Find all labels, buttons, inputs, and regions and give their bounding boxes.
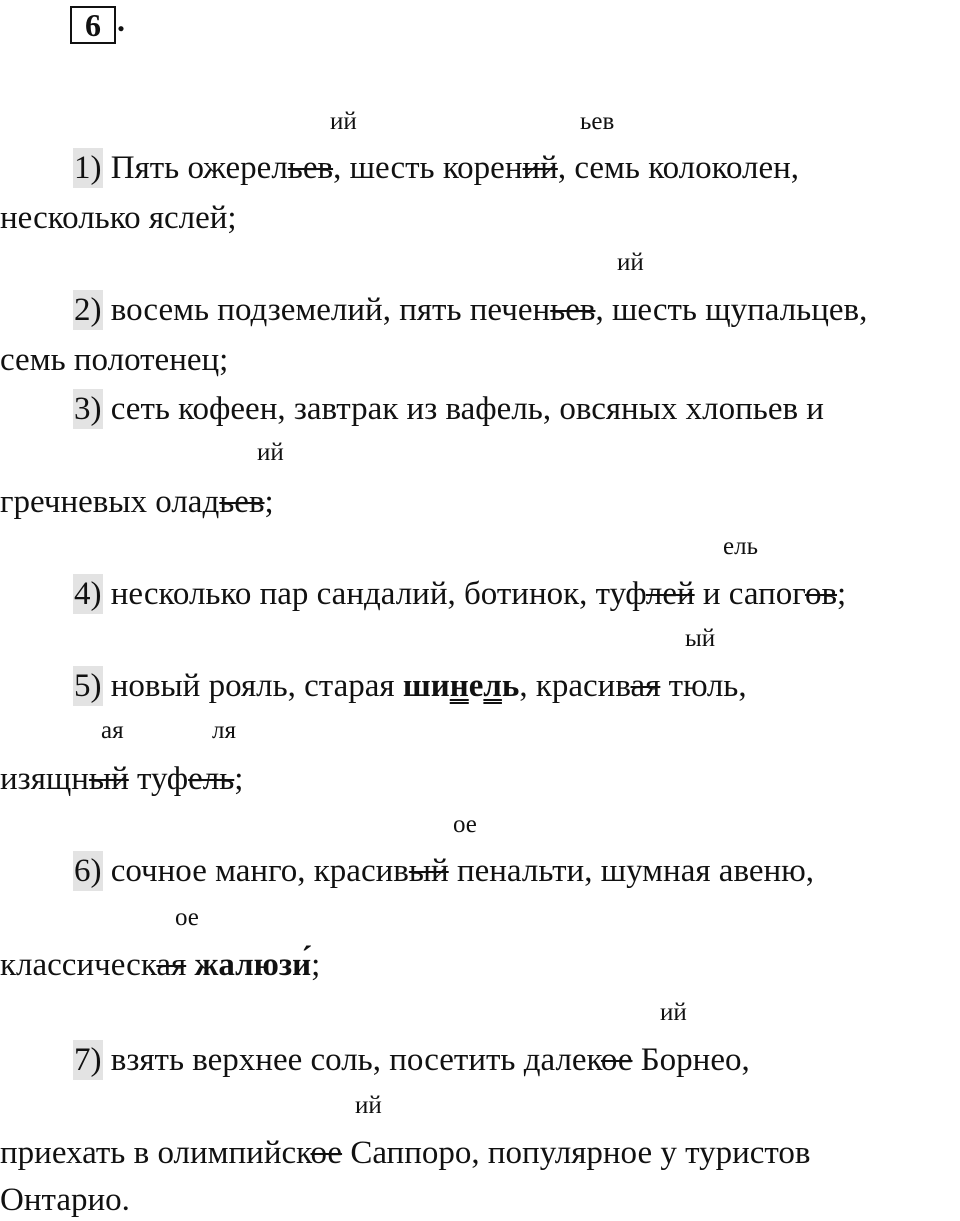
item-number: 5) (74, 668, 102, 704)
item-7-line-2 (0, 1133, 810, 1173)
text: взять верхнее соль, посетить далек (102, 1042, 601, 1078)
text: новый рояль, старая (102, 668, 403, 704)
text: и сапог (694, 576, 805, 612)
correction-2a: ий (617, 249, 644, 276)
correction-5b: ая (101, 717, 124, 744)
struck-ending: ьев (550, 292, 596, 328)
item-3-line-1 (73, 389, 824, 429)
struck-ending: ое (600, 1042, 633, 1078)
text: несколько пар сандалий, ботинок, туф (102, 576, 646, 612)
struck-ending: ый (408, 853, 449, 889)
correction-1b: ьев (580, 108, 615, 135)
text: гречневых олад (0, 484, 220, 520)
item-number: 7) (74, 1042, 102, 1078)
text: Борнео, (632, 1042, 750, 1078)
item-6-line-1 (73, 851, 814, 891)
text: Саппоро, популярное у туристов (342, 1135, 811, 1171)
item-5-line-1 (73, 666, 747, 706)
struck-ending: ьев (219, 484, 265, 520)
task-number-dot: . (117, 2, 125, 38)
correction-3a: ий (257, 439, 284, 466)
text: приехать в олимпийск (0, 1135, 311, 1171)
item-4-line-1 (73, 574, 846, 614)
struck-ending: ый (88, 761, 129, 797)
text: пенальти, шумная авеню, (448, 853, 815, 889)
item-1-line-2: несколько яслей; (0, 200, 237, 236)
item-number: 1) (74, 150, 102, 186)
item-2-line-1 (73, 290, 867, 330)
correction-1a: ий (330, 108, 357, 135)
struck-ending: лей (645, 576, 695, 612)
bold-word-part: ь (501, 668, 520, 704)
item-7-line-3: Онтарио. (0, 1182, 130, 1218)
bold-word-part: ши (402, 668, 450, 704)
text: , шесть щупальцев, (595, 292, 868, 328)
correction-4a: ель (723, 533, 758, 560)
struck-ending: ель (188, 761, 235, 797)
bold-word-part: е (468, 668, 484, 704)
text: сочное манго, красив (102, 853, 409, 889)
struck-ending: ое (310, 1135, 343, 1171)
item-6-line-2 (0, 945, 320, 985)
text: туф (128, 761, 189, 797)
text: изящн (0, 761, 89, 797)
text: , красив (519, 668, 631, 704)
double-underlined-letter: н (449, 668, 469, 704)
text: восемь подземелий, пять печен (102, 292, 551, 328)
text: классическ (0, 947, 157, 983)
text: Пять ожерел (102, 150, 288, 186)
item-5-line-2 (0, 759, 243, 799)
struck-ending: ьев (287, 150, 334, 186)
text: , шесть корен (333, 150, 523, 186)
correction-7b: ий (355, 1092, 382, 1119)
bold-word: жалюзи́ (186, 947, 312, 983)
text: тюль, (660, 668, 747, 704)
text: ; (234, 761, 244, 797)
item-number: 4) (74, 576, 102, 612)
correction-6a: ое (453, 811, 477, 838)
item-number: 6) (74, 853, 102, 889)
text: ; (837, 576, 847, 612)
correction-6b: ое (175, 904, 199, 931)
struck-ending: ая (156, 947, 187, 983)
item-number: 3) (74, 391, 102, 427)
double-underlined-letter: л (483, 668, 502, 704)
item-2-line-2: семь полотенец; (0, 342, 229, 378)
item-3-line-2 (0, 482, 274, 522)
task-number: 6 (85, 7, 101, 43)
item-7-line-1 (73, 1040, 750, 1080)
text: ; (311, 947, 321, 983)
correction-7a: ий (660, 999, 687, 1026)
correction-5a: ый (685, 625, 716, 652)
struck-ending: ов (804, 576, 838, 612)
text: , семь колоколен, (557, 150, 800, 186)
item-1-line-1 (73, 148, 799, 188)
correction-5c: ля (212, 717, 236, 744)
text: ; (264, 484, 274, 520)
text: сеть кофеен, завтрак из вафель, овсяных хлопьев и (102, 391, 824, 427)
item-number: 2) (74, 292, 102, 328)
struck-ending: ая (630, 668, 661, 704)
task-number-box (70, 6, 116, 44)
struck-ending: ий (522, 150, 558, 186)
